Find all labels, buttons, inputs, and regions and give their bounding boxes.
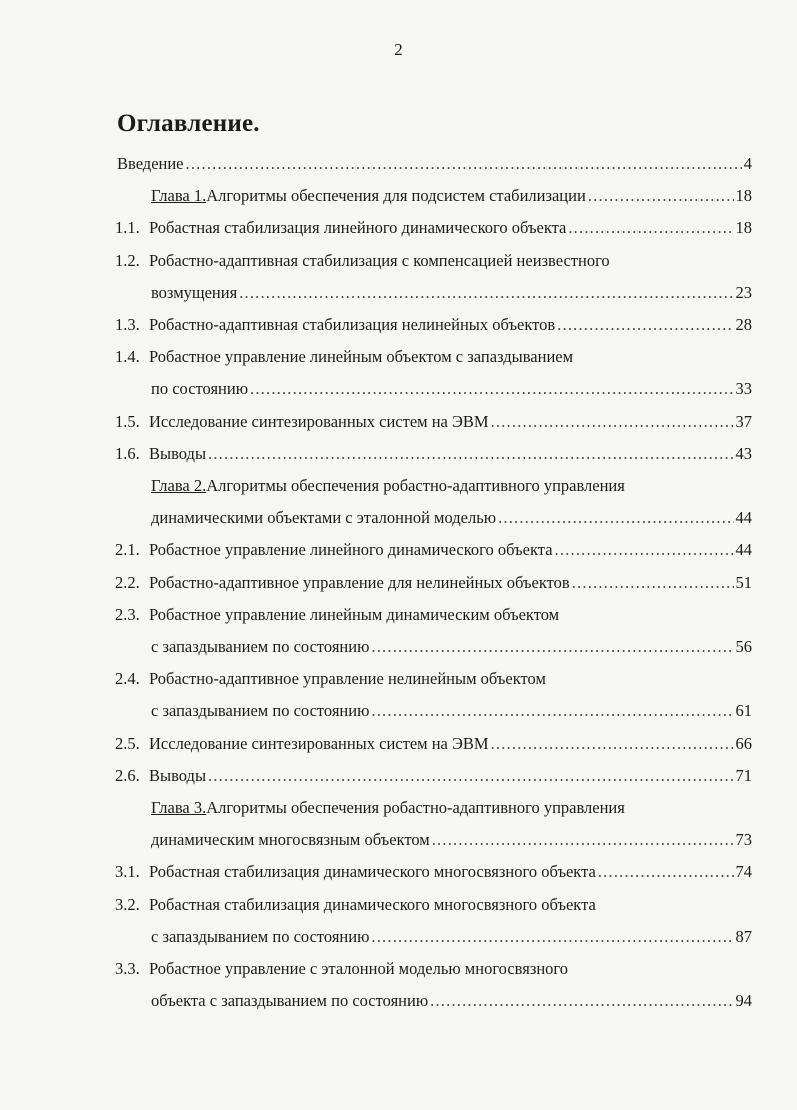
dot-leader <box>555 535 734 565</box>
toc-entry-line[interactable] <box>115 761 752 791</box>
toc-chapter-line[interactable] <box>151 181 752 211</box>
entry-page-number: 56 <box>735 637 752 656</box>
section-number: 1.4. <box>115 347 140 367</box>
entry-title: Робастно-адаптивное управление для нелинейных объектов <box>149 572 570 592</box>
toc-title: Оглавление. <box>117 110 260 137</box>
section-number: 2.1. <box>115 540 140 560</box>
dot-leader <box>371 696 733 726</box>
entry-title-continued: с запаздыванием по состоянию <box>151 926 370 946</box>
entry-title-continued: объекта с запаздыванием по состоянию <box>151 991 429 1011</box>
entry-title: Робастная стабилизация динамического многосвязного объекта <box>149 894 596 914</box>
entry-page-number: 66 <box>735 733 752 753</box>
section-number: 2.4. <box>115 669 140 689</box>
toc-entry-line[interactable] <box>115 890 752 920</box>
entry-title: Исследование синтезированных систем на ЭВМ <box>149 411 489 431</box>
entry-page-number: 44 <box>735 540 752 560</box>
dot-leader <box>239 278 733 308</box>
toc-entry-continuation[interactable] <box>151 374 752 404</box>
section-number: 3.1. <box>115 862 140 882</box>
entry-page-number: 51 <box>735 572 752 592</box>
toc-entry-line[interactable] <box>115 246 752 276</box>
toc-entry-line[interactable] <box>117 149 752 179</box>
toc-entry-line[interactable] <box>115 568 752 598</box>
dot-leader <box>598 857 734 887</box>
toc-entry-line[interactable] <box>115 535 752 565</box>
toc-entry-line[interactable] <box>115 664 752 694</box>
entry-page-number: 18 <box>735 218 752 238</box>
toc-entry-continuation[interactable] <box>151 278 752 308</box>
dot-leader <box>498 503 733 533</box>
entry-page-number: 43 <box>735 443 752 463</box>
entry-page-number: 87 <box>735 926 752 946</box>
toc-entry-line[interactable] <box>115 407 752 437</box>
dot-leader <box>371 632 733 662</box>
section-number: 3.2. <box>115 894 140 914</box>
entry-title: Робастное управление линейного динамического объекта <box>149 540 553 560</box>
toc-entry-continuation[interactable] <box>151 696 752 726</box>
entry-title: Робастное управление линейным объектом с запаздыванием <box>149 347 574 367</box>
toc-entry-continuation[interactable] <box>151 986 752 1016</box>
toc-entry-line[interactable] <box>115 342 752 372</box>
entry-title-continued: с запаздыванием по состоянию <box>151 701 370 721</box>
entry-page-number: 44 <box>735 508 752 528</box>
section-number: 1.2. <box>115 250 140 270</box>
entry-title: Робастно-адаптивное управление нелинейным объектом <box>149 669 546 689</box>
entry-title-continued: динамическими объектами с эталонной моделью <box>151 508 497 528</box>
toc-entry-continuation[interactable] <box>151 922 752 952</box>
toc-entry-line[interactable] <box>115 729 752 759</box>
toc-entry-line[interactable] <box>115 310 752 340</box>
entry-title-continued: с запаздыванием по состоянию <box>151 637 370 656</box>
entry-page-number: 74 <box>735 862 752 882</box>
dot-leader <box>371 922 733 952</box>
entry-title-continued: возмущения <box>151 282 238 302</box>
entry-title: Исследование синтезированных систем на ЭВМ <box>149 733 489 753</box>
section-number: 2.6. <box>115 765 140 785</box>
entry-page-number: 23 <box>735 282 752 302</box>
section-number: 1.3. <box>115 315 140 334</box>
section-number: 2.2. <box>115 572 140 592</box>
entry-page-number: 18 <box>735 186 752 206</box>
entry-title-continued: динамическим многосвязным объектом <box>151 830 430 850</box>
entry-page-number: 4 <box>743 154 752 173</box>
entry-page-number: 94 <box>735 991 752 1011</box>
dot-leader <box>568 213 733 243</box>
chapter-label: Глава 1. <box>151 186 207 206</box>
toc-entry-line[interactable] <box>115 439 752 469</box>
toc-entry-continuation[interactable] <box>151 825 752 855</box>
entry-title: Робастное управление линейным динамическим объектом <box>149 604 560 624</box>
toc-entry-line[interactable] <box>115 857 752 887</box>
dot-leader <box>208 761 733 791</box>
entry-page-number: 37 <box>735 411 752 431</box>
entry-page-number: 33 <box>735 379 752 399</box>
entry-title: Робастная стабилизация динамического многосвязного объекта <box>149 862 596 882</box>
section-number: 1.5. <box>115 411 140 431</box>
section-number: 1.6. <box>115 443 140 463</box>
entry-page-number: 61 <box>735 701 752 721</box>
dot-leader <box>588 181 734 211</box>
entry-page-number: 71 <box>735 765 752 785</box>
dot-leader <box>491 407 734 437</box>
chapter-label: Глава 2. <box>151 476 207 495</box>
dot-leader <box>572 568 734 598</box>
entry-title-continued: по состоянию <box>151 379 249 399</box>
dot-leader <box>430 986 733 1016</box>
entry-title: Робастно-адаптивная стабилизация с компенсацией неизвестного <box>149 250 610 270</box>
dot-leader <box>250 374 733 404</box>
dot-leader <box>186 149 742 179</box>
toc-chapter-line[interactable] <box>151 793 752 823</box>
section-number: 2.3. <box>115 604 140 624</box>
entry-title: Выводы <box>149 443 207 463</box>
toc-entry-line[interactable] <box>115 213 752 243</box>
section-number: 2.5. <box>115 733 140 753</box>
dot-leader <box>557 310 733 340</box>
toc-chapter-line[interactable] <box>151 471 752 501</box>
entry-title: Алгоритмы обеспечения робастно-адаптивного управления <box>206 476 625 495</box>
dot-leader <box>208 439 733 469</box>
chapter-label: Глава 3. <box>151 798 207 817</box>
section-number: 1.1. <box>115 218 140 238</box>
dot-leader <box>491 729 734 759</box>
page-number: 2 <box>394 40 403 59</box>
entry-title: Выводы <box>149 765 207 785</box>
toc-entry-continuation[interactable] <box>151 503 752 533</box>
entry-title: Робастное управление с эталонной моделью многосвязного <box>149 959 569 978</box>
dot-leader <box>432 825 734 855</box>
toc-entry-line[interactable] <box>115 600 752 630</box>
section-number: 3.3. <box>115 959 140 978</box>
entry-page-number: 28 <box>735 315 752 334</box>
toc-entry-line[interactable] <box>115 954 752 984</box>
toc-entry-continuation[interactable] <box>151 632 752 662</box>
entry-title: Алгоритмы обеспечения робастно-адаптивного управления <box>206 798 625 817</box>
entry-title: Робастно-адаптивная стабилизация нелинейных объектов <box>149 315 556 334</box>
entry-title: Введение <box>117 154 184 173</box>
entry-title: Алгоритмы обеспечения для подсистем стабилизации <box>206 186 586 206</box>
entry-page-number: 73 <box>735 830 752 850</box>
entry-title: Робастная стабилизация линейного динамического объекта <box>149 218 567 238</box>
